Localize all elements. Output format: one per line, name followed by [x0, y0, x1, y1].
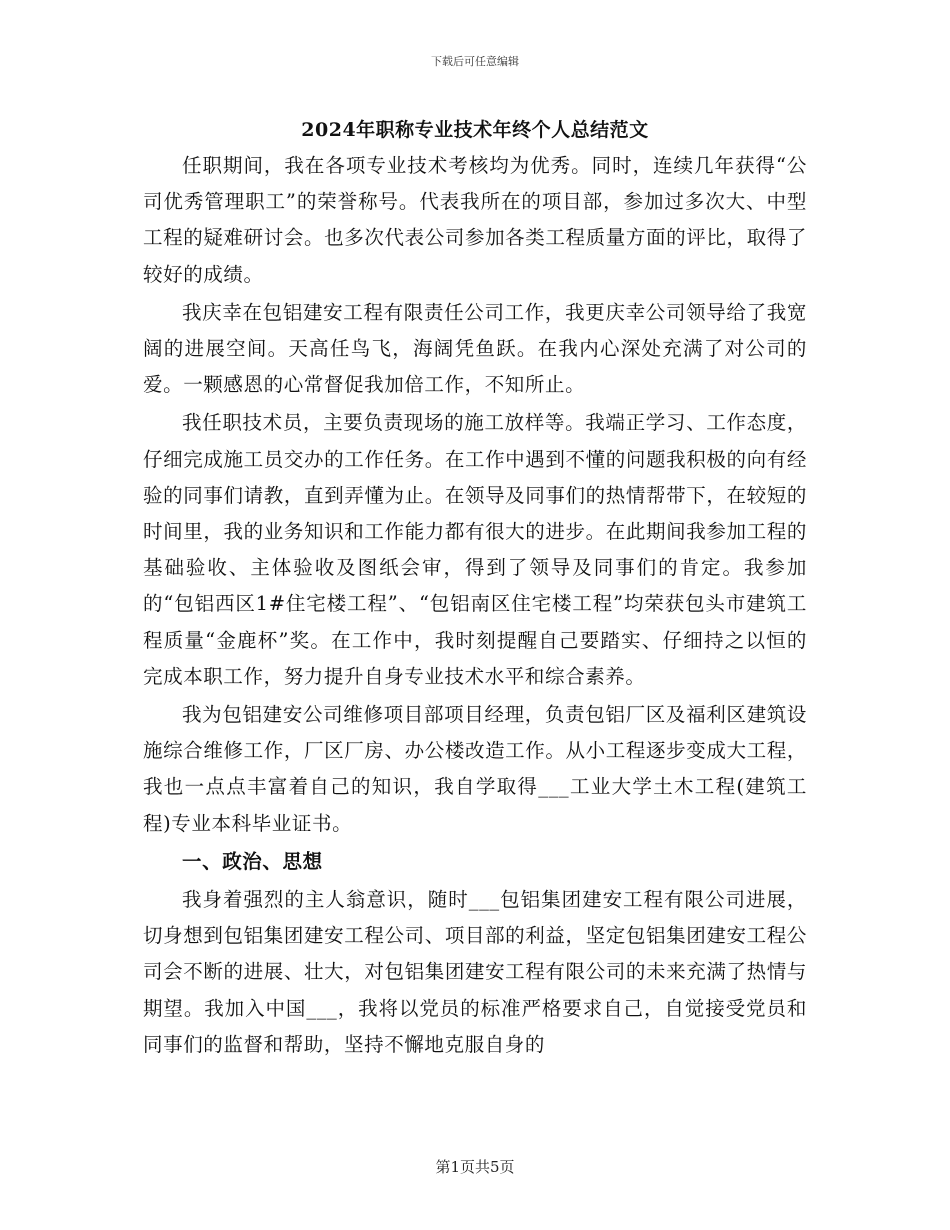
body-paragraph: 任职期间，我在各项专业技术考核均为优秀。同时，连续几年获得“公司优秀管理职工”的荣誉称号。代表我所在的项目部，参加过多次大、中型工程的疑难研讨会。也多次代表公司参加各类工程质量方面的评比，取得了较好的成绩。 [143, 154, 807, 286]
body-paragraph: 我为包铝建安公司维修项目部项目经理，负责包铝厂区及福利区建筑设施综合维修工作，厂区厂房、办公楼改造工作。从小工程逐步变成大工程，我也一点点丰富着自己的知识，我自学取得___工业大学土木工程(建筑工程)专业本科毕业证书。 [143, 703, 807, 835]
section-heading: 一、政治、思想 [182, 849, 323, 873]
body-paragraph: 我任职技术员，主要负责现场的施工放样等。我端正学习、工作态度，仔细完成施工员交办的工作任务。在工作中遇到不懂的问题我积极的向有经验的同事们请教，直到弄懂为止。在领导及同事们的热情帮带下，在较短的时间里，我的业务知识和工作能力都有很大的进步。在此期间我参加工程的基础验收、主体验收及图纸会审，得到了领导及同事们的肯定。我参加的“包铝西区1#住宅楼工程”、“包铝南区住宅楼工程”均荣获包头市建筑工程质量“金鹿杯”奖。在工作中，我时刻提醒自己要踏实、仔细持之以恒的完成本职工作，努力提升自身专业技术水平和综合素养。 [143, 411, 807, 688]
body-paragraph: 我身着强烈的主人翁意识，随时___包铝集团建安工程有限公司进展，切身想到包铝集团建安工程公司、项目部的利益，坚定包铝集团建安工程公司会不断的进展、壮大，对包铝集团建安工程有限公司的未来充满了热情与期望。我加入中国___，我将以党员的标准严格要求自己，自觉接受党员和同事们的监督和帮助，坚持不懈地克服自身的 [143, 888, 807, 1056]
document-body [143, 148, 807, 1065]
header-note: 下载后可任意编辑 [431, 55, 519, 68]
page-number: 第1页共5页 [435, 1158, 515, 1176]
document-title: 2024年职称专业技术年终个人总结范文 [301, 119, 649, 141]
body-paragraph: 我庆幸在包铝建安工程有限责任公司工作，我更庆幸公司领导给了我宽阔的进展空间。天高任鸟飞，海阔凭鱼跃。在我内心深处充满了对公司的爱。一颗感恩的心常督促我加倍工作，不知所止。 [143, 300, 807, 397]
